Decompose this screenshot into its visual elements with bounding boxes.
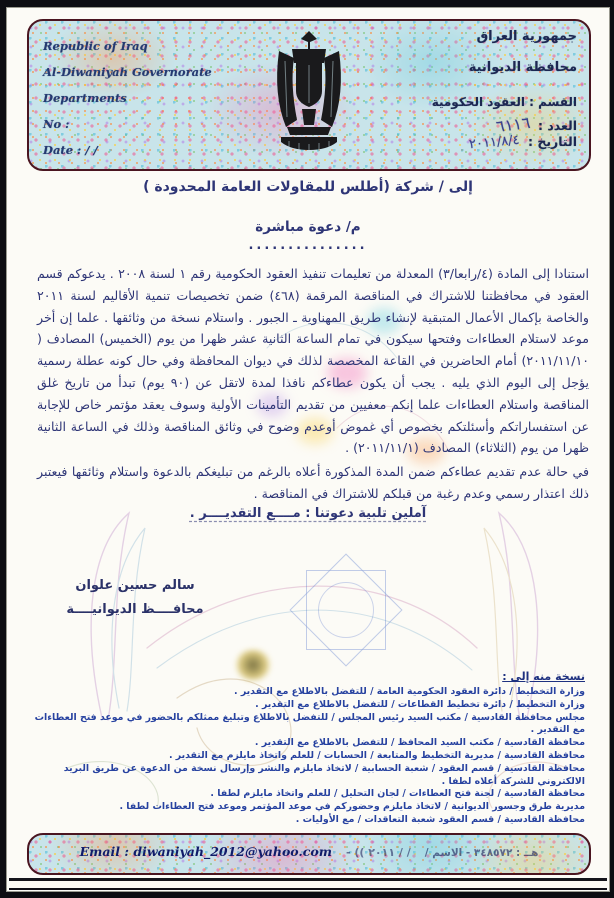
footer-contact-line bbox=[29, 844, 589, 859]
cc-item: مجلس محافظة القادسية / مكتب السيد رئيس المجلس / للتفضل بالاطلاع وتبليغ ممثلكم بالحضور في موعد فتح العطاءات مع التقدير . bbox=[34, 711, 585, 736]
letterhead-country-ar: جمهورية العراق bbox=[476, 29, 577, 44]
letterhead-governorate-ar: محافظة الديوانية bbox=[468, 60, 577, 75]
cc-heading: نسخة منه إلى : bbox=[502, 670, 585, 683]
iraq-coat-of-arms-icon bbox=[263, 27, 355, 161]
letter-body bbox=[37, 263, 589, 507]
page-bottom-rule bbox=[9, 878, 607, 890]
body-paragraph-2: في حالة عدم تقديم عطاءكم ضمن المدة المذكورة أعلاه بالرغم من تبليغكم بالدعوة واستلام وثائقها فيعتبر ذلك اعتذار رسمي وعدم رغبة من قبلكم للاشتراك في المناقصة . bbox=[37, 464, 589, 501]
signature-block bbox=[35, 574, 235, 622]
ref-number-handwritten: ٦١١٦ bbox=[494, 112, 531, 137]
closing-line: آملين تلبية دعوتنا : مــــع التقديــــر . bbox=[189, 506, 427, 521]
signature-title: محافــــظ الديوانيــــة bbox=[66, 602, 204, 617]
ref-date-handwritten: ٢٠١١/٨/٤ bbox=[468, 132, 521, 153]
footer-band bbox=[27, 833, 591, 875]
footer-phone: هــ : ٣٤٨٥٧٢ - الاسم / bbox=[424, 847, 539, 859]
cc-item: محافظة القادسية / لجنة فتح العطاءات / لجان التحليل / للعلم واتخاذ مايلزم لطفا . bbox=[210, 788, 585, 800]
letterhead-section-ar: القسم : العقود الحكومية bbox=[431, 95, 577, 109]
cc-item: محافظة القادسية / قسم العقود شعبة التعاقدات / مع الأوليات . bbox=[295, 813, 585, 825]
letterhead-departments-en: Departments bbox=[43, 91, 127, 105]
official-stamp-icon bbox=[289, 553, 401, 665]
cc-item: محافظة القادسية / قسم العقود / شعبة الحسابية / لاتخاذ مايلزم والنشر وإرسال نسخة من الدعوة عن طريق البريد الالكتروني للشركة أعلاه لطفا . bbox=[63, 762, 585, 787]
letterhead-number-en: No : bbox=[43, 117, 70, 131]
footer-year-note: - (( ٢٠١١ / / bbox=[345, 846, 411, 859]
letterhead-date-en: Date : / / bbox=[43, 143, 98, 157]
cc-item: محافظة القادسية / مديرية التخطيط والمتابعة / الحسابات / للعلم واتخاذ مايلزم مع التقدير . bbox=[168, 749, 585, 761]
signature-name: سالم حسين علوان bbox=[75, 578, 195, 593]
letterhead-arabic bbox=[387, 29, 577, 153]
ref-date-label: التاريخ : bbox=[527, 134, 577, 149]
body-paragraph-1: استنادا إلى المادة (٤/رابعا/٣) المعدلة من تعليمات تنفيذ العقود الحكومية رقم ١ لسنة ٢٠٠٨ . يدعوكم قسم العقود في محافظتنا للاشتراك في المناقصة المرقمة (٤٦٨) ضمن تخصيصات تنمية الأقاليم لسنة ٢٠١١ والخاصة بإكمال الأعمال المتبقية لإنشاء طريق المهناوية ـ الجبور . واستلام نسخة من وثائقها . علما إن أخر موعد لاستلام العطاءات وفتحها سيكون في تمام الساعة الثانية عشر ظهرا من يوم (الخميس) المصادف ( ٢٠١١/١١/١٠) أمام الحاضرين في القاعة المخصصة لذلك في ديوان المحافظة وفي حال كونه عطلة رسمية يؤجل إلى اليوم الذي يليه . يجب أن يكون عطاءكم نافذا لمدة لاتقل عن (٩٠ يوم) تبدأ من تاريخ غلق المناقصة واستلام العطاءات علما إنكم معفيين من تقديم التأمينات الأولية وسوف يعقد مؤتمر خاص للإجابة عن استفساراتكم وأسئلتكم بخصوص أي غموض أوعدم وضوح في وثائق المناقصة وذلك في الساعة الثانية ظهرا من يوم (الثلاثاء) المصادف (٢٠١١/١١/١) . bbox=[37, 266, 589, 456]
ref-number-label: العدد : bbox=[537, 118, 577, 133]
footer-email: Email : diwaniyah_2012@yahoo.com bbox=[79, 844, 332, 859]
letter-page bbox=[6, 7, 610, 892]
cc-item: وزارة التخطيط / دائرة تخطيط القطاعات / للتفضل بالاطلاع مع التقدير . bbox=[255, 698, 585, 710]
subject-dotted-rule: ............... bbox=[248, 238, 368, 253]
letterhead-english bbox=[43, 33, 212, 163]
addressee-line: إلى / شركة (أطلس للمقاولات العامة المحدودة ) bbox=[143, 179, 473, 195]
letterhead-governorate-en: Al-Diwaniyah Governorate bbox=[43, 65, 212, 79]
cc-item: محافظة القادسية / مكتب السيد المحافظ / للتفضل بالاطلاع مع التقدير . bbox=[254, 737, 585, 749]
cc-list bbox=[33, 670, 585, 827]
subject-line: م/ دعوة مباشرة bbox=[255, 219, 361, 235]
letterhead-band bbox=[27, 19, 591, 171]
cc-item: مديرية طرق وجسور الديوانية / لاتخاذ مايلزم وحضوركم في موعد المؤتمر وموعد فتح العطاءات لطفا . bbox=[119, 801, 585, 813]
cc-item: وزارة التخطيط / دائرة العقود الحكومية العامة / للتفضل بالاطلاع مع التقدير . bbox=[234, 686, 585, 697]
letterhead-country-en: Republic of Iraq bbox=[43, 39, 148, 53]
